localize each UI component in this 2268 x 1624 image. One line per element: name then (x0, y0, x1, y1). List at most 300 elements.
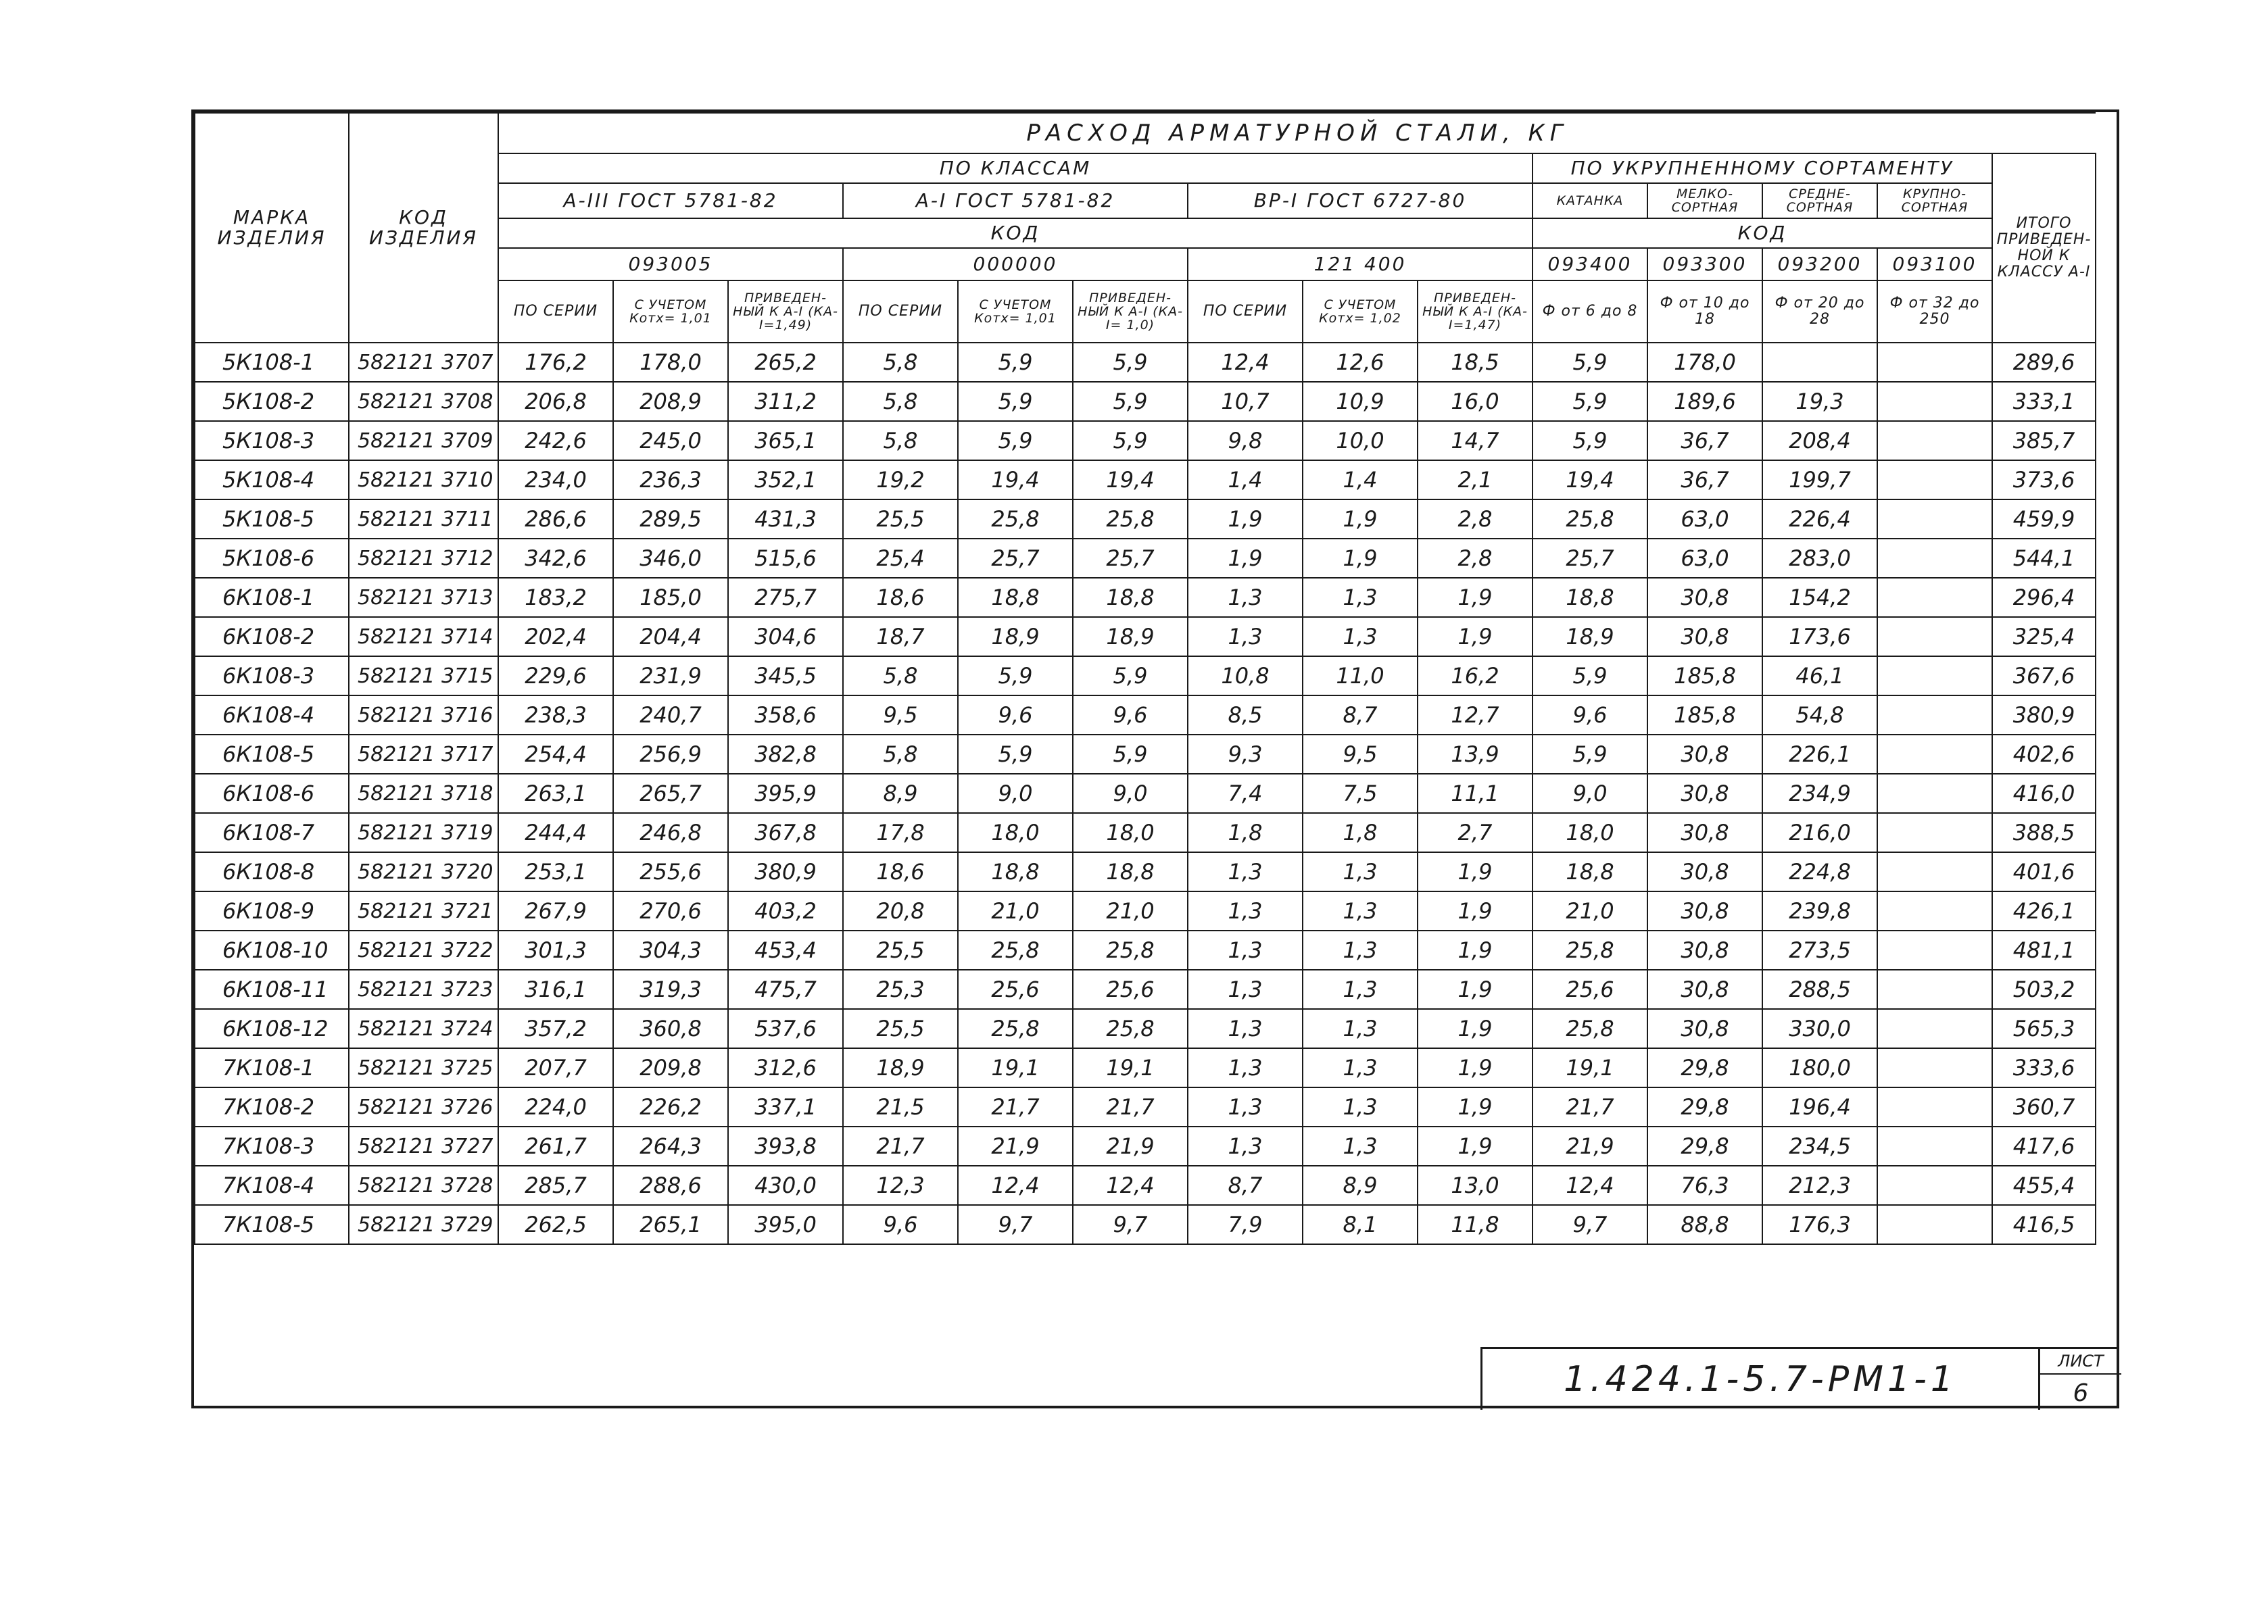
a1-seria-value: 21,7 (843, 1127, 958, 1166)
a3-seria-value: 262,5 (498, 1205, 613, 1244)
a3-priv: ПРИВЕДЕН-НЫЙ К А-I (КА-I=1,49) (728, 280, 843, 343)
a3-priv-value: 431,3 (728, 499, 843, 539)
bp-kotx-value: 11,0 (1303, 656, 1418, 695)
a3-seria-value: 242,6 (498, 421, 613, 460)
katanka-value: 5,9 (1533, 656, 1647, 695)
row-code: 582121 3715 (349, 656, 498, 695)
a1-seria-value: 9,6 (843, 1205, 958, 1244)
a1-kotx-value: 21,7 (958, 1087, 1073, 1127)
a1-seria-value: 9,5 (843, 695, 958, 735)
a1-seria-value: 12,3 (843, 1166, 958, 1205)
bp-kotx-value: 1,3 (1303, 617, 1418, 656)
code-sredne: 093200 (1762, 248, 1877, 280)
row-mark: 6К108-2 (195, 617, 349, 656)
total-value: 401,6 (1992, 852, 2096, 891)
total-value: 360,7 (1992, 1087, 2096, 1127)
sredne-value: 199,7 (1762, 460, 1877, 499)
melko-value: 30,8 (1647, 1009, 1762, 1048)
a1-priv-value: 21,9 (1073, 1127, 1188, 1166)
row-code: 582121 3719 (349, 813, 498, 852)
a1-seria-value: 18,6 (843, 578, 958, 617)
title-block (1480, 1347, 2119, 1410)
a3-kotx-value: 204,4 (613, 617, 728, 656)
a3-seria-value: 267,9 (498, 891, 613, 931)
a1-seria-value: 25,5 (843, 931, 958, 970)
bp-priv-value: 2,7 (1418, 813, 1533, 852)
a3-seria-value: 207,7 (498, 1048, 613, 1087)
row-mark: 6К108-4 (195, 695, 349, 735)
katanka-value: 18,9 (1533, 617, 1647, 656)
sredne-value: 196,4 (1762, 1087, 1877, 1127)
krupno-value (1877, 499, 1992, 539)
a1-kotx-value: 25,8 (958, 931, 1073, 970)
total-value: 367,6 (1992, 656, 2096, 695)
total-value: 416,5 (1992, 1205, 2096, 1244)
code-melko: 093300 (1647, 248, 1762, 280)
melko-value: 30,8 (1647, 891, 1762, 931)
a3-seria-value: 238,3 (498, 695, 613, 735)
a1-priv-value: 5,9 (1073, 656, 1188, 695)
katanka-value: 5,9 (1533, 382, 1647, 421)
sredne-value: 273,5 (1762, 931, 1877, 970)
krupno-value (1877, 735, 1992, 774)
a1-kotx-value: 9,6 (958, 695, 1073, 735)
bp-seria-value: 1,9 (1188, 499, 1303, 539)
a1-kotx-value: 25,8 (958, 1009, 1073, 1048)
katanka-value: 9,0 (1533, 774, 1647, 813)
bp-seria-value: 1,3 (1188, 1127, 1303, 1166)
krupno-value (1877, 813, 1992, 852)
header-by-assortment: ПО УКРУПНЕННОМУ СОРТАМЕНТУ (1533, 153, 1992, 183)
bp-priv: ПРИВЕДЕН-НЫЙ К А-I (КА-I=1,47) (1418, 280, 1533, 343)
a3-kotx-value: 288,6 (613, 1166, 728, 1205)
sredne-value: 46,1 (1762, 656, 1877, 695)
row-mark: 5К108-1 (195, 343, 349, 382)
row-code: 582121 3726 (349, 1087, 498, 1127)
a3-priv-value: 345,5 (728, 656, 843, 695)
bp-kotx-value: 7,5 (1303, 774, 1418, 813)
a3-seria-value: 254,4 (498, 735, 613, 774)
bp-seria-value: 1,3 (1188, 1048, 1303, 1087)
row-code: 582121 3728 (349, 1166, 498, 1205)
sredne-value: 288,5 (1762, 970, 1877, 1009)
bp-kotx-value: 9,5 (1303, 735, 1418, 774)
katanka-value: 25,8 (1533, 499, 1647, 539)
bp-priv-value: 14,7 (1418, 421, 1533, 460)
a3-priv-value: 337,1 (728, 1087, 843, 1127)
a3-priv-value: 304,6 (728, 617, 843, 656)
bp-priv-value: 2,1 (1418, 460, 1533, 499)
bp-seria-value: 10,8 (1188, 656, 1303, 695)
krupno-value (1877, 695, 1992, 735)
bp-seria-value: 1,3 (1188, 1087, 1303, 1127)
total-value: 481,1 (1992, 931, 2096, 970)
a3-priv-value: 311,2 (728, 382, 843, 421)
krupno-value (1877, 970, 1992, 1009)
row-code: 582121 3711 (349, 499, 498, 539)
bp-kotx-value: 1,8 (1303, 813, 1418, 852)
sredne-value: 154,2 (1762, 578, 1877, 617)
row-mark: 7К108-2 (195, 1087, 349, 1127)
bp-priv-value: 12,7 (1418, 695, 1533, 735)
sredne-value: 239,8 (1762, 891, 1877, 931)
katanka-value: 21,9 (1533, 1127, 1647, 1166)
a1-kotx-value: 25,6 (958, 970, 1073, 1009)
header-class-bp1: ВР-I ГОСТ 6727-80 (1188, 183, 1533, 218)
bp-kotx-value: 10,9 (1303, 382, 1418, 421)
row-code: 582121 3720 (349, 852, 498, 891)
katanka-value: 19,1 (1533, 1048, 1647, 1087)
a1-seria-value: 25,5 (843, 499, 958, 539)
krupno-value (1877, 931, 1992, 970)
a1-priv-value: 9,0 (1073, 774, 1188, 813)
sheet-bottom-border (191, 1406, 2119, 1408)
krupno-value (1877, 852, 1992, 891)
a3-priv-value: 265,2 (728, 343, 843, 382)
a1-priv-value: 25,6 (1073, 970, 1188, 1009)
a3-kotx-value: 346,0 (613, 539, 728, 578)
sredne-value: 19,3 (1762, 382, 1877, 421)
header-katanka: КАТАНКА (1533, 183, 1647, 218)
a1-kotx-value: 9,7 (958, 1205, 1073, 1244)
katanka-value: 18,8 (1533, 578, 1647, 617)
steel-consumption-table (194, 112, 2096, 1245)
a3-kotx-value: 240,7 (613, 695, 728, 735)
a3-priv-value: 352,1 (728, 460, 843, 499)
krupno-value (1877, 1205, 1992, 1244)
row-mark: 6К108-1 (195, 578, 349, 617)
total-value: 416,0 (1992, 774, 2096, 813)
a3-kotx-value: 289,5 (613, 499, 728, 539)
table-row (195, 1048, 2096, 1087)
krupno-value (1877, 1087, 1992, 1127)
sredne-value: 176,3 (1762, 1205, 1877, 1244)
bp-kotx-value: 8,7 (1303, 695, 1418, 735)
a1-priv-value: 5,9 (1073, 343, 1188, 382)
katanka-value: 9,6 (1533, 695, 1647, 735)
bp-priv-value: 11,8 (1418, 1205, 1533, 1244)
total-value: 417,6 (1992, 1127, 2096, 1166)
melko-value: 63,0 (1647, 539, 1762, 578)
bp-kotx-value: 1,3 (1303, 1009, 1418, 1048)
table-row (195, 578, 2096, 617)
bp-seria-value: 1,3 (1188, 931, 1303, 970)
table-row (195, 499, 2096, 539)
row-code: 582121 3716 (349, 695, 498, 735)
bp-priv-value: 2,8 (1418, 539, 1533, 578)
a3-priv-value: 475,7 (728, 970, 843, 1009)
a1-kotx-value: 19,4 (958, 460, 1073, 499)
a3-priv-value: 453,4 (728, 931, 843, 970)
table-row (195, 970, 2096, 1009)
melko-value: 185,8 (1647, 656, 1762, 695)
melko-value: 30,8 (1647, 931, 1762, 970)
header-kod-classes: КОД (498, 218, 1533, 248)
total-value: 426,1 (1992, 891, 2096, 931)
a3-kotx-value: 231,9 (613, 656, 728, 695)
krupno-value (1877, 1166, 1992, 1205)
row-mark: 6К108-9 (195, 891, 349, 931)
a3-kotx-value: 255,6 (613, 852, 728, 891)
row-code: 582121 3721 (349, 891, 498, 931)
bp-seria-value: 1,3 (1188, 852, 1303, 891)
katanka-value: 9,7 (1533, 1205, 1647, 1244)
row-mark: 6К108-5 (195, 735, 349, 774)
a1-kotx-value: 21,0 (958, 891, 1073, 931)
bp-kotx-value: 8,9 (1303, 1166, 1418, 1205)
a3-seria-value: 301,3 (498, 931, 613, 970)
bp-priv-value: 16,2 (1418, 656, 1533, 695)
bp-seria-value: 1,3 (1188, 1009, 1303, 1048)
row-code: 582121 3723 (349, 970, 498, 1009)
row-code: 582121 3714 (349, 617, 498, 656)
katanka-value: 25,8 (1533, 931, 1647, 970)
document-number: 1.424.1-5.7-РМ1-1 (1482, 1349, 2040, 1410)
bp-priv-value: 1,9 (1418, 970, 1533, 1009)
katanka-value: 25,8 (1533, 1009, 1647, 1048)
katanka-value: 25,6 (1533, 970, 1647, 1009)
header-class-a1: А-I ГОСТ 5781-82 (843, 183, 1188, 218)
sredne-value: 208,4 (1762, 421, 1877, 460)
code-a3: 093005 (498, 248, 843, 280)
bp-priv-value: 1,9 (1418, 1127, 1533, 1166)
a3-priv-value: 537,6 (728, 1009, 843, 1048)
bp-kotx-value: 1,9 (1303, 499, 1418, 539)
diam-krupno: Ф от 32 до 250 (1877, 280, 1992, 343)
melko-value: 30,8 (1647, 617, 1762, 656)
header-sredne: СРЕДНЕ-СОРТНАЯ (1762, 183, 1877, 218)
bp-seria-value: 10,7 (1188, 382, 1303, 421)
table-row (195, 343, 2096, 382)
header-class-a3: А-III ГОСТ 5781-82 (498, 183, 843, 218)
a1-seria: ПО СЕРИИ (843, 280, 958, 343)
sredne-value (1762, 343, 1877, 382)
a1-seria-value: 19,2 (843, 460, 958, 499)
a3-seria-value: 183,2 (498, 578, 613, 617)
a3-priv-value: 403,2 (728, 891, 843, 931)
a1-seria-value: 5,8 (843, 735, 958, 774)
table-row (195, 617, 2096, 656)
sredne-value: 224,8 (1762, 852, 1877, 891)
a3-priv-value: 395,0 (728, 1205, 843, 1244)
melko-value: 30,8 (1647, 774, 1762, 813)
code-katanka: 093400 (1533, 248, 1647, 280)
bp-seria-value: 1,9 (1188, 539, 1303, 578)
bp-priv-value: 1,9 (1418, 617, 1533, 656)
row-mark: 7К108-5 (195, 1205, 349, 1244)
krupno-value (1877, 460, 1992, 499)
table-row (195, 1205, 2096, 1244)
melko-value: 189,6 (1647, 382, 1762, 421)
bp-seria-value: 7,9 (1188, 1205, 1303, 1244)
a1-seria-value: 25,4 (843, 539, 958, 578)
a3-kotx-value: 360,8 (613, 1009, 728, 1048)
sheet-number: 6 (2073, 1379, 2089, 1407)
a3-kotx-value: 265,1 (613, 1205, 728, 1244)
row-mark: 6К108-6 (195, 774, 349, 813)
sredne-value: 226,4 (1762, 499, 1877, 539)
a1-seria-value: 5,8 (843, 343, 958, 382)
a1-priv-value: 18,9 (1073, 617, 1188, 656)
krupno-value (1877, 656, 1992, 695)
a1-kotx-value: 19,1 (958, 1048, 1073, 1087)
a1-kotx-value: 18,0 (958, 813, 1073, 852)
melko-value: 36,7 (1647, 460, 1762, 499)
a1-kotx-value: 12,4 (958, 1166, 1073, 1205)
table-row (195, 735, 2096, 774)
row-code: 582121 3724 (349, 1009, 498, 1048)
row-mark: 6К108-11 (195, 970, 349, 1009)
total-value: 325,4 (1992, 617, 2096, 656)
total-value: 333,1 (1992, 382, 2096, 421)
table-row (195, 931, 2096, 970)
melko-value: 30,8 (1647, 852, 1762, 891)
row-mark: 6К108-3 (195, 656, 349, 695)
a3-seria: ПО СЕРИИ (498, 280, 613, 343)
sredne-value: 283,0 (1762, 539, 1877, 578)
a3-kotx-value: 178,0 (613, 343, 728, 382)
table-row (195, 1166, 2096, 1205)
total-value: 503,2 (1992, 970, 2096, 1009)
a3-priv-value: 365,1 (728, 421, 843, 460)
a1-priv-value: 25,8 (1073, 931, 1188, 970)
code-a1: 000000 (843, 248, 1188, 280)
bp-kotx-value: 1,9 (1303, 539, 1418, 578)
a1-kotx: С УЧЕТОМ Котх= 1,01 (958, 280, 1073, 343)
a3-seria-value: 229,6 (498, 656, 613, 695)
row-code: 582121 3712 (349, 539, 498, 578)
a1-seria-value: 17,8 (843, 813, 958, 852)
row-code: 582121 3707 (349, 343, 498, 382)
a1-seria-value: 5,8 (843, 656, 958, 695)
sheet-label: ЛИСТ (2040, 1349, 2121, 1375)
header-steel-title: РАСХОД АРМАТУРНОЙ СТАЛИ, КГ (498, 113, 2096, 153)
a1-seria-value: 5,8 (843, 382, 958, 421)
a1-priv-value: 9,7 (1073, 1205, 1188, 1244)
bp-priv-value: 1,9 (1418, 578, 1533, 617)
sredne-value: 180,0 (1762, 1048, 1877, 1087)
a1-kotx-value: 5,9 (958, 382, 1073, 421)
row-mark: 6К108-7 (195, 813, 349, 852)
code-krupno: 093100 (1877, 248, 1992, 280)
krupno-value (1877, 1048, 1992, 1087)
a1-kotx-value: 5,9 (958, 735, 1073, 774)
a1-priv-value: 25,7 (1073, 539, 1188, 578)
bp-seria-value: 1,3 (1188, 891, 1303, 931)
a1-priv-value: 19,1 (1073, 1048, 1188, 1087)
a3-priv-value: 275,7 (728, 578, 843, 617)
a1-priv-value: 5,9 (1073, 382, 1188, 421)
total-value: 385,7 (1992, 421, 2096, 460)
table-row (195, 852, 2096, 891)
table-row (195, 539, 2096, 578)
bp-kotx: С УЧЕТОМ Котх= 1,02 (1303, 280, 1418, 343)
row-code: 582121 3717 (349, 735, 498, 774)
a1-priv-value: 25,8 (1073, 499, 1188, 539)
total-value: 380,9 (1992, 695, 2096, 735)
sredne-value: 173,6 (1762, 617, 1877, 656)
a3-kotx-value: 264,3 (613, 1127, 728, 1166)
row-mark: 5К108-6 (195, 539, 349, 578)
a1-seria-value: 18,7 (843, 617, 958, 656)
a1-kotx-value: 5,9 (958, 343, 1073, 382)
total-value: 455,4 (1992, 1166, 2096, 1205)
a1-kotx-value: 9,0 (958, 774, 1073, 813)
a3-seria-value: 253,1 (498, 852, 613, 891)
row-mark: 5К108-2 (195, 382, 349, 421)
a1-priv-value: 5,9 (1073, 735, 1188, 774)
table-row (195, 1087, 2096, 1127)
bp-seria: ПО СЕРИИ (1188, 280, 1303, 343)
row-code: 582121 3713 (349, 578, 498, 617)
bp-kotx-value: 1,3 (1303, 891, 1418, 931)
bp-priv-value: 1,9 (1418, 1048, 1533, 1087)
row-code: 582121 3725 (349, 1048, 498, 1087)
a1-seria-value: 18,6 (843, 852, 958, 891)
melko-value: 76,3 (1647, 1166, 1762, 1205)
a3-seria-value: 286,6 (498, 499, 613, 539)
a1-kotx-value: 5,9 (958, 421, 1073, 460)
a3-priv-value: 393,8 (728, 1127, 843, 1166)
a1-priv-value: 25,8 (1073, 1009, 1188, 1048)
a3-kotx-value: 209,8 (613, 1048, 728, 1087)
a3-seria-value: 234,0 (498, 460, 613, 499)
katanka-value: 21,7 (1533, 1087, 1647, 1127)
bp-priv-value: 11,1 (1418, 774, 1533, 813)
a3-kotx-value: 304,3 (613, 931, 728, 970)
a3-priv-value: 395,9 (728, 774, 843, 813)
table-row (195, 382, 2096, 421)
header-code: КОД ИЗДЕЛИЯ (349, 113, 498, 343)
a1-seria-value: 21,5 (843, 1087, 958, 1127)
sredne-value: 234,5 (1762, 1127, 1877, 1166)
melko-value: 30,8 (1647, 578, 1762, 617)
table-row (195, 656, 2096, 695)
row-code: 582121 3710 (349, 460, 498, 499)
a1-kotx-value: 25,7 (958, 539, 1073, 578)
a1-priv: ПРИВЕДЕН-НЫЙ К А-I (КА-I= 1,0) (1073, 280, 1188, 343)
a3-priv-value: 380,9 (728, 852, 843, 891)
header-by-class: ПО КЛАССАМ (498, 153, 1533, 183)
sredne-value: 234,9 (1762, 774, 1877, 813)
a1-seria-value: 5,8 (843, 421, 958, 460)
krupno-value (1877, 539, 1992, 578)
row-code: 582121 3729 (349, 1205, 498, 1244)
header-total: ИТОГО ПРИВЕДЕН-НОЙ К КЛАССУ А-I (1992, 153, 2096, 343)
a1-priv-value: 19,4 (1073, 460, 1188, 499)
table-row (195, 1127, 2096, 1166)
melko-value: 88,8 (1647, 1205, 1762, 1244)
bp-seria-value: 1,4 (1188, 460, 1303, 499)
row-mark: 7К108-3 (195, 1127, 349, 1166)
a1-priv-value: 5,9 (1073, 421, 1188, 460)
a3-seria-value: 224,0 (498, 1087, 613, 1127)
row-code: 582121 3708 (349, 382, 498, 421)
bp-kotx-value: 1,3 (1303, 931, 1418, 970)
sredne-value: 212,3 (1762, 1166, 1877, 1205)
table-row (195, 421, 2096, 460)
a1-kotx-value: 25,8 (958, 499, 1073, 539)
a3-seria-value: 244,4 (498, 813, 613, 852)
katanka-value: 5,9 (1533, 735, 1647, 774)
a3-priv-value: 358,6 (728, 695, 843, 735)
a3-kotx-value: 226,2 (613, 1087, 728, 1127)
a1-priv-value: 21,0 (1073, 891, 1188, 931)
table-row (195, 695, 2096, 735)
bp-priv-value: 1,9 (1418, 891, 1533, 931)
total-value: 333,6 (1992, 1048, 2096, 1087)
katanka-value: 12,4 (1533, 1166, 1647, 1205)
